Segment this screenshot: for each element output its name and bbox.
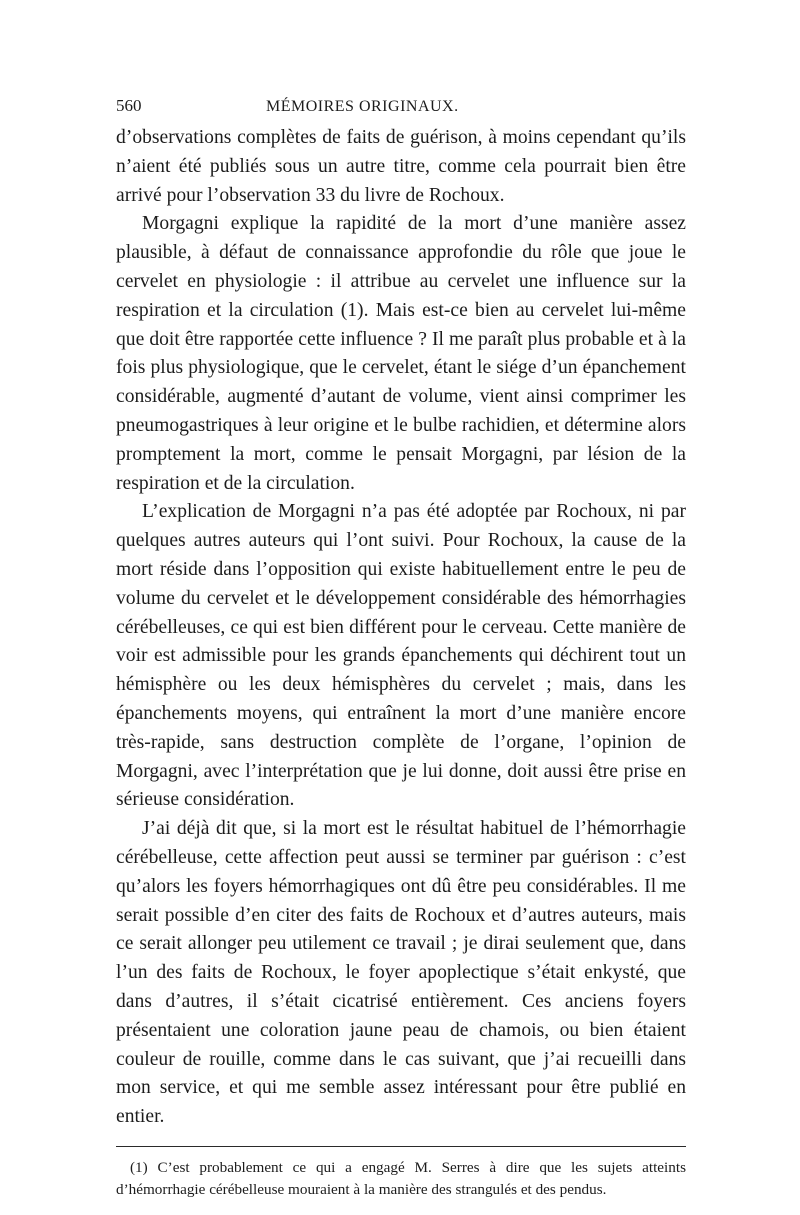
body-text	[116, 124, 686, 1132]
footnote-divider	[116, 1146, 686, 1147]
page-header	[116, 96, 686, 124]
paragraph-rochoux-opinion: L’explication de Morgagni n’a pas été adoptée par Rochoux, ni par quelques autres auteurs qui l’ont suivi. Pour Rochoux, la cause de la mort réside dans l’opposition qui existe habituellement entre le peu de volume du cervelet et le développement considérable des hémorrhagies cérébelleuses, ce qui est bien différent pour le cerveau. Cette manière de voir est admissible pour les grands épanchements qui déchirent tout un hémisphère ou les deux hémisphères du cervelet ; mais, dans les épanchements moyens, qui entraînent la mort d’une manière encore très-rapide, sans destruction complète de l’organe, l’opinion de Morgagni, avec l’interprétation que je lui donne, doit aussi être prise en sérieuse considération.	[116, 501, 686, 811]
running-title: MÉMOIRES ORIGINAUX.	[266, 98, 459, 115]
paragraph-morgagni-explanation: Morgagni explique la rapidité de la mort d’une manière assez plausible, à défaut de connaissance approfondie du rôle que joue le cervelet en physiologie : il attribue au cervelet une influence sur la respiration et la circulation (1). Mais est-ce bien au cervelet lui-même que doit être rapportée cette influence ? Il me paraît plus probable et à la fois plus physiologique, que le cervelet, étant le siége d’un épanchement considérable, augmenté d’autant de volume, vient ainsi comprimer les pneumogastriques à leur origine et le bulbe rachidien, et détermine alors promptement la mort, comme le pensait Morgagni, par lésion de la respiration et de la circulation.	[116, 213, 686, 494]
page-number: 560	[116, 96, 142, 115]
paragraph-healing-cases: J’ai déjà dit que, si la mort est le résultat habituel de l’hémorrhagie cérébelleuse, cette affection peut aussi se terminer par guérison : c’est qu’alors les foyers hémorrhagiques ont dû être peu considérables. Il me serait possible d’en citer des faits de Rochoux et d’autres auteurs, mais ce serait allonger peu utilement ce travail ; je dirai seulement que, dans l’un des faits de Rochoux, le foyer apoplectique s’était enkysté, que dans d’autres, il s’était cicatrisé entièrement. Ces anciens foyers présentaient une coloration jaune peau de chamois, ou bien étaient couleur de rouille, comme dans le cas suivant, que j’ai recueilli dans mon service, et qui me semble assez intéressant pour être publié en entier.	[116, 818, 686, 1128]
paragraph-continued: d’observations complètes de faits de guérison, à moins cependant qu’ils n’aient été publiés sous un autre titre, comme cela pourrait bien être arrivé pour l’observation 33 du livre de Rochoux.	[116, 127, 686, 206]
footnote: (1) C’est probablement ce qui a engagé M. Serres à dire que les sujets atteints d’hémorrhagie cérébelleuse mouraient à la manière des strangulés et des pendus.	[116, 1158, 686, 1198]
book-page	[116, 96, 686, 1201]
